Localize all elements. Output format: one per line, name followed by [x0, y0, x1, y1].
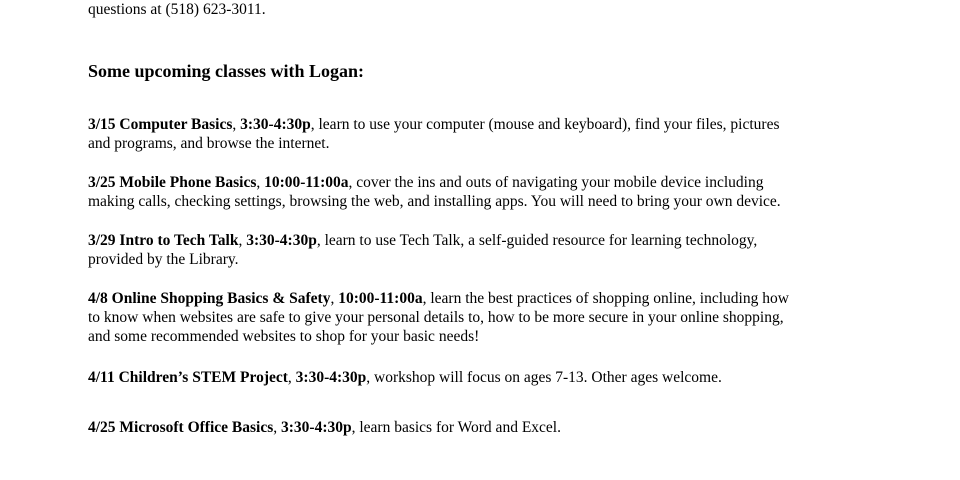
class-desc-cont: provided by the Library. [88, 251, 239, 268]
class-entry-online-shopping: 4/8 Online Shopping Basics & Safety, 10:00-11:00a, learn the best practices of shopping online, including how to know when websites are safe to give your personal details to, how to be more secure in your online shopping, and some recommended websites to shop for your basic needs! [88, 290, 789, 345]
class-desc: , learn the best practices of shopping online, including how [422, 290, 789, 307]
class-desc-cont: to know when websites are safe to give your personal details to, how to be more secure in your online shopping, [88, 309, 784, 326]
class-desc: , learn to use your computer (mouse and keyboard), find your files, pictures [310, 116, 780, 133]
class-entry-tech-talk: 3/29 Intro to Tech Talk, 3:30-4:30p, learn to use Tech Talk, a self-guided resource for learning technology, provided by the Library. [88, 232, 758, 268]
class-entry-stem-project: 4/11 Children’s STEM Project, 3:30-4:30p, workshop will focus on ages 7-13. Other ages welcome. [88, 369, 722, 386]
class-title: 4/25 Microsoft Office Basics [88, 419, 274, 436]
class-time: 3:30-4:30p [246, 232, 317, 249]
class-desc-cont: and programs, and browse the internet. [88, 135, 330, 152]
class-entry-mobile-phone: 3/25 Mobile Phone Basics, 10:00-11:00a, cover the ins and outs of navigating your mobile device including making calls, checking settings, browsing the web, and installing apps. You will need to bring your own device. [88, 174, 781, 210]
class-time: 10:00-11:00a [338, 290, 423, 307]
section-heading: Some upcoming classes with Logan: [88, 61, 365, 81]
class-desc: , workshop will focus on ages 7-13. Other ages welcome. [366, 369, 722, 386]
class-desc: , cover the ins and outs of navigating your mobile device including [348, 174, 764, 191]
class-title: 3/29 Intro to Tech Talk [88, 232, 239, 249]
class-desc: , learn basics for Word and Excel. [351, 419, 561, 436]
class-desc-cont: and some recommended websites to shop for your basic needs! [88, 328, 480, 345]
class-time: 3:30-4:30p [295, 369, 367, 386]
class-title: 3/25 Mobile Phone Basics [88, 174, 257, 191]
class-time: 3:30-4:30p [240, 116, 311, 133]
class-title: 4/8 Online Shopping Basics & Safety [88, 290, 331, 307]
class-time: 3:30-4:30p [281, 419, 352, 436]
intro-tail-text: questions at (518) 623-3011. [88, 1, 266, 18]
class-entry-computer-basics: 3/15 Computer Basics, 3:30-4:30p, learn to use your computer (mouse and keyboard), find your files, pictures and programs, and browse the internet. [88, 116, 780, 152]
class-entry-office-basics: 4/25 Microsoft Office Basics, 3:30-4:30p, learn basics for Word and Excel. [88, 419, 561, 436]
class-time: 10:00-11:00a [264, 174, 349, 191]
class-title: 4/11 Children’s STEM Project [88, 369, 288, 386]
class-title: 3/15 Computer Basics [88, 116, 233, 133]
class-desc: , learn to use Tech Talk, a self-guided resource for learning technology, [316, 232, 758, 249]
class-desc-cont: making calls, checking settings, browsing the web, and installing apps. You will need to bring your own device. [88, 193, 781, 210]
